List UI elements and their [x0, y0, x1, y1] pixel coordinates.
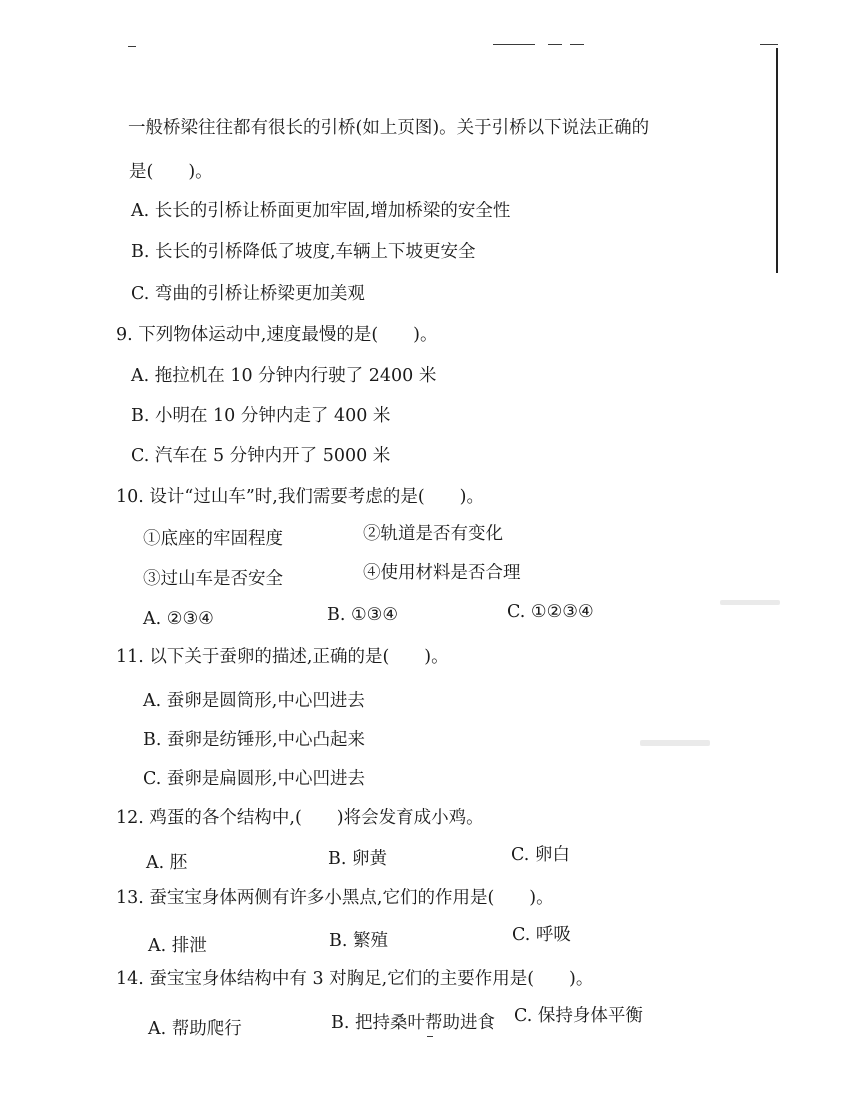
option-b: B. 卵黄 — [328, 849, 387, 869]
option-c: C. ①②③④ — [507, 602, 594, 622]
option-a: A. 拖拉机在 10 分钟内行驶了 2400 米 — [131, 366, 437, 386]
question-stem: 一般桥梁往往都有很长的引桥(如上页图)。关于引桥以下说法正确的 — [128, 118, 650, 138]
page-edge-rule — [776, 48, 778, 273]
bottom-scan-mark — [427, 1036, 433, 1037]
question-12-stem: 12. 鸡蛋的各个结构中,( )将会发育成小鸡。 — [116, 808, 484, 828]
option-b: B. ①③④ — [327, 605, 399, 625]
option-c: C. 弯曲的引桥让桥梁更加美观 — [131, 284, 365, 304]
top-scan-mark — [548, 44, 562, 45]
question-11-stem: 11. 以下关于蚕卵的描述,正确的是( )。 — [116, 647, 449, 667]
option-a: A. 胚 — [146, 853, 188, 873]
option-b: B. 蚕卵是纺锤形,中心凸起来 — [143, 730, 366, 750]
question-10-stem: 10. 设计“过山车”时,我们需要考虑的是( )。 — [116, 487, 485, 507]
item-1: ①底座的牢固程度 — [143, 529, 283, 549]
item-4: ④使用材料是否合理 — [363, 563, 521, 583]
top-scan-mark — [570, 44, 584, 45]
option-a: A. 排泄 — [148, 936, 207, 956]
option-a: A. 帮助爬行 — [148, 1019, 242, 1039]
option-c: C. 卵白 — [511, 845, 570, 865]
bleed-through — [640, 740, 710, 746]
top-scan-mark — [760, 44, 778, 45]
option-a: A. ②③④ — [143, 609, 214, 629]
bleed-through — [720, 600, 780, 605]
item-2: ②轨道是否有变化 — [363, 524, 503, 544]
question-stem: 是( )。 — [129, 162, 213, 182]
top-scan-mark — [128, 46, 136, 47]
option-c: C. 保持身体平衡 — [514, 1006, 643, 1026]
option-a: A. 蚕卵是圆筒形,中心凹进去 — [143, 691, 365, 711]
option-a: A. 长长的引桥让桥面更加牢固,增加桥梁的安全性 — [131, 201, 511, 221]
option-b: B. 繁殖 — [329, 931, 388, 951]
question-13-stem: 13. 蚕宝宝身体两侧有许多小黑点,它们的作用是( )。 — [116, 888, 554, 908]
question-14-stem: 14. 蚕宝宝身体结构中有 3 对胸足,它们的主要作用是( )。 — [116, 969, 594, 989]
option-b: B. 小明在 10 分钟内走了 400 米 — [131, 406, 391, 426]
option-c: C. 蚕卵是扁圆形,中心凹进去 — [143, 769, 365, 789]
option-c: C. 呼吸 — [512, 925, 571, 945]
question-9-stem: 9. 下列物体运动中,速度最慢的是( )。 — [116, 325, 438, 345]
item-3: ③过山车是否安全 — [143, 569, 283, 589]
option-b: B. 把持桑叶帮助进食 — [331, 1013, 495, 1033]
option-b: B. 长长的引桥降低了坡度,车辆上下坡更安全 — [131, 242, 476, 262]
option-c: C. 汽车在 5 分钟内开了 5000 米 — [131, 446, 391, 466]
top-scan-mark — [493, 44, 535, 45]
